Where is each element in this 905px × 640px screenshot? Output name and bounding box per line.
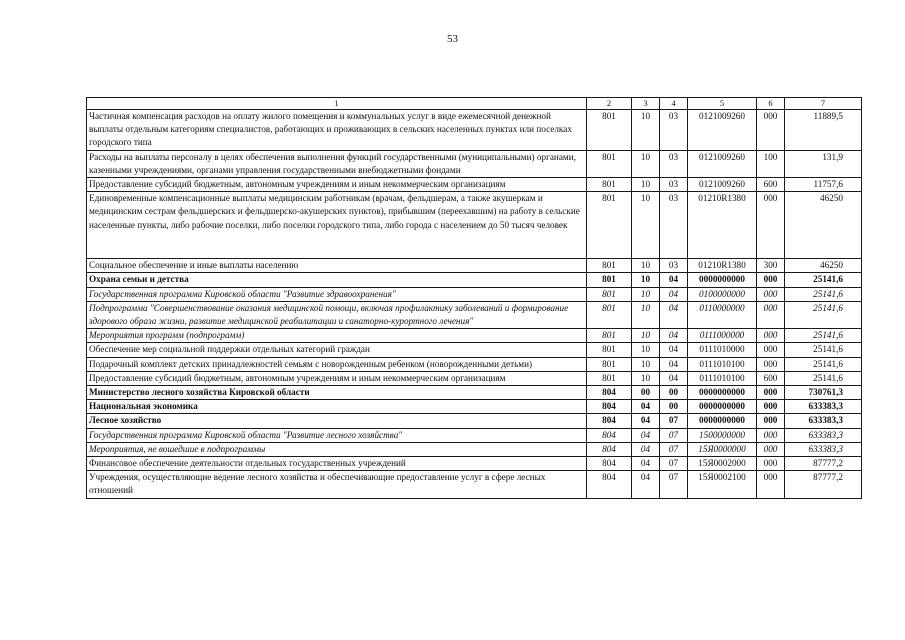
section-code-cell: 10 [632,371,660,385]
amount-cell: 730761,3 [785,386,862,400]
amount-cell: 633383,3 [785,428,862,442]
ministry-code-cell: 801 [587,259,632,273]
table-row [87,110,862,151]
expense-type-code-cell: 000 [757,471,785,498]
row-name-cell: Учреждения, осуществляющие ведение лесного хозяйства и обеспечивающие предоставление услуг в сфере лесных отношений [87,471,587,498]
subsection-code-cell: 04 [660,273,688,287]
ministry-code-cell: 801 [587,192,632,259]
subsection-code-cell: 04 [660,329,688,343]
ministry-code-cell: 801 [587,287,632,301]
section-code-cell: 10 [632,343,660,357]
section-code-cell: 04 [632,414,660,428]
section-code-cell: 10 [632,150,660,177]
subsection-code-cell: 04 [660,301,688,328]
amount-cell: 25141,6 [785,343,862,357]
header-cell: 4 [660,98,688,110]
expense-type-code-cell: 000 [757,414,785,428]
expense-type-code-cell: 000 [757,287,785,301]
subsection-code-cell: 07 [660,414,688,428]
subsection-code-cell: 03 [660,178,688,192]
row-name-cell: Охрана семьи и детства [87,273,587,287]
section-code-cell: 04 [632,471,660,498]
ministry-code-cell: 801 [587,273,632,287]
subsection-code-cell: 04 [660,371,688,385]
ministry-code-cell: 801 [587,329,632,343]
row-name-cell: Министерство лесного хозяйства Кировской области [87,386,587,400]
table-row [87,343,862,357]
table-row [87,400,862,414]
table-row [87,371,862,385]
expense-type-code-cell: 000 [757,428,785,442]
header-cell: 6 [757,98,785,110]
subsection-code-cell: 03 [660,150,688,177]
section-code-cell: 04 [632,400,660,414]
ministry-code-cell: 801 [587,150,632,177]
target-article-code-cell: 0100000000 [688,287,757,301]
amount-cell: 131,9 [785,150,862,177]
row-name-cell: Мероприятия программ (подпрограмм) [87,329,587,343]
amount-cell: 25141,6 [785,329,862,343]
section-code-cell: 10 [632,301,660,328]
amount-cell: 46250 [785,259,862,273]
row-name-cell: Государственная программа Кировской области "Развитие здравоохранения" [87,287,587,301]
expense-type-code-cell: 000 [757,343,785,357]
target-article-code-cell: 0121009260 [688,150,757,177]
table-row [87,386,862,400]
amount-cell: 46250 [785,192,862,259]
target-article-code-cell: 0000000000 [688,414,757,428]
table-row [87,192,862,259]
table-row [87,150,862,177]
table-row [87,178,862,192]
ministry-code-cell: 801 [587,371,632,385]
ministry-code-cell: 801 [587,301,632,328]
row-name-cell: Частичная компенсация расходов на оплату жилого помещения и коммунальных услуг в виде ежемесячной денежной выплаты отдельным категориям специалистов, работающих и проживающих в сельских населенных пунктах или поселках городского типа [87,110,587,151]
amount-cell: 87777,2 [785,471,862,498]
ministry-code-cell: 804 [587,471,632,498]
section-code-cell: 10 [632,110,660,151]
ministry-code-cell: 804 [587,428,632,442]
expense-type-code-cell: 000 [757,192,785,259]
ministry-code-cell: 801 [587,357,632,371]
expense-type-code-cell: 000 [757,273,785,287]
subsection-code-cell: 07 [660,457,688,471]
table-row [87,357,862,371]
ministry-code-cell: 804 [587,414,632,428]
expense-type-code-cell: 100 [757,150,785,177]
target-article-code-cell: 15Я0002000 [688,457,757,471]
table-row [87,457,862,471]
row-name-cell: Финансовое обеспечение деятельности отдельных государственных учреждений [87,457,587,471]
amount-cell: 11889,5 [785,110,862,151]
target-article-code-cell: 0111010100 [688,357,757,371]
subsection-code-cell: 04 [660,357,688,371]
row-name-cell: Единовременные компенсационные выплаты медицинским работникам (врачам, фельдшерам, а также акушеркам и медицинским сестрам фельдшерских и фельдшерско-акушерских пунктов), прибывшим (переехавшим) на работу в сельские населенные пункты, либо рабочие поселки, либо поселки городского типа, либо города с населением до 50 тысяч человек [87,192,587,259]
amount-cell: 633383,3 [785,442,862,456]
header-cell: 1 [87,98,587,110]
ministry-code-cell: 804 [587,442,632,456]
expense-type-code-cell: 600 [757,371,785,385]
section-code-cell: 04 [632,457,660,471]
expense-type-code-cell: 000 [757,386,785,400]
target-article-code-cell: 0000000000 [688,400,757,414]
table-row [87,259,862,273]
amount-cell: 11757,6 [785,178,862,192]
target-article-code-cell: 0110000000 [688,301,757,328]
target-article-code-cell: 0111010000 [688,343,757,357]
amount-cell: 25141,6 [785,301,862,328]
section-code-cell: 10 [632,357,660,371]
amount-cell: 25141,6 [785,273,862,287]
target-article-code-cell: 0121009260 [688,110,757,151]
row-name-cell: Предоставление субсидий бюджетным, автономным учреждениям и иным некоммерческим организациям [87,371,587,385]
ministry-code-cell: 804 [587,400,632,414]
expense-type-code-cell: 000 [757,329,785,343]
table-row [87,301,862,328]
target-article-code-cell: 15Я0000000 [688,442,757,456]
row-name-cell: Предоставление субсидий бюджетным, автономным учреждениям и иным некоммерческим организациям [87,178,587,192]
section-code-cell: 00 [632,386,660,400]
section-code-cell: 10 [632,329,660,343]
table-row [87,414,862,428]
target-article-code-cell: 0000000000 [688,386,757,400]
row-name-cell: Социальное обеспечение и иные выплаты населению [87,259,587,273]
subsection-code-cell: 04 [660,287,688,301]
amount-cell: 25141,6 [785,287,862,301]
section-code-cell: 10 [632,192,660,259]
amount-cell: 87777,2 [785,457,862,471]
subsection-code-cell: 07 [660,471,688,498]
target-article-code-cell: 1500000000 [688,428,757,442]
expense-type-code-cell: 000 [757,357,785,371]
target-article-code-cell: 01210R1380 [688,259,757,273]
section-code-cell: 04 [632,442,660,456]
table-row [87,442,862,456]
section-code-cell: 10 [632,273,660,287]
expense-type-code-cell: 600 [757,178,785,192]
table-row [87,273,862,287]
row-name-cell: Подарочный комплект детских принадлежностей семьям с новорожденным ребенком (новорожденными детьми) [87,357,587,371]
subsection-code-cell: 03 [660,192,688,259]
ministry-code-cell: 801 [587,110,632,151]
amount-cell: 633383,3 [785,400,862,414]
ministry-code-cell: 801 [587,178,632,192]
expense-type-code-cell: 000 [757,442,785,456]
table-row [87,329,862,343]
table-row [87,287,862,301]
section-code-cell: 04 [632,428,660,442]
amount-cell: 25141,6 [785,371,862,385]
budget-table [86,97,862,499]
table-header-row [87,98,862,110]
section-code-cell: 10 [632,287,660,301]
header-cell: 5 [688,98,757,110]
page-number: 53 [447,33,458,45]
target-article-code-cell: 01210R1380 [688,192,757,259]
target-article-code-cell: 0000000000 [688,273,757,287]
subsection-code-cell: 04 [660,343,688,357]
target-article-code-cell: 0121009260 [688,178,757,192]
target-article-code-cell: 0111010100 [688,371,757,385]
expense-type-code-cell: 000 [757,301,785,328]
row-name-cell: Мероприятия, не вошедшие в подпрограммы [87,442,587,456]
expense-type-code-cell: 000 [757,110,785,151]
row-name-cell: Подпрограмма "Совершенствование оказания медицинской помощи, включая профилактику заболеваний и формирование здорового образа жизни, развитие медицинской реабилитации и санаторно-курортного лечения" [87,301,587,328]
expense-type-code-cell: 300 [757,259,785,273]
section-code-cell: 10 [632,178,660,192]
subsection-code-cell: 07 [660,428,688,442]
target-article-code-cell: 15Я0002100 [688,471,757,498]
ministry-code-cell: 804 [587,457,632,471]
ministry-code-cell: 801 [587,343,632,357]
subsection-code-cell: 03 [660,259,688,273]
amount-cell: 25141,6 [785,357,862,371]
amount-cell: 633383,3 [785,414,862,428]
expense-type-code-cell: 000 [757,457,785,471]
subsection-code-cell: 00 [660,386,688,400]
row-name-cell: Расходы на выплаты персоналу в целях обеспечения выполнения функций государственными (муниципальными) органами, казенными учреждениями, органами управления государственными внебюджетными фондами [87,150,587,177]
expense-type-code-cell: 000 [757,400,785,414]
row-name-cell: Лесное хозяйство [87,414,587,428]
subsection-code-cell: 03 [660,110,688,151]
ministry-code-cell: 804 [587,386,632,400]
section-code-cell: 10 [632,259,660,273]
subsection-code-cell: 07 [660,442,688,456]
target-article-code-cell: 0111000000 [688,329,757,343]
row-name-cell: Обеспечение мер социальной поддержки отдельных категорий граждан [87,343,587,357]
table-row [87,428,862,442]
table-row [87,471,862,498]
header-cell: 3 [632,98,660,110]
subsection-code-cell: 00 [660,400,688,414]
row-name-cell: Государственная программа Кировской области "Развитие лесного хозяйства" [87,428,587,442]
header-cell: 2 [587,98,632,110]
row-name-cell: Национальная экономика [87,400,587,414]
header-cell: 7 [785,98,862,110]
